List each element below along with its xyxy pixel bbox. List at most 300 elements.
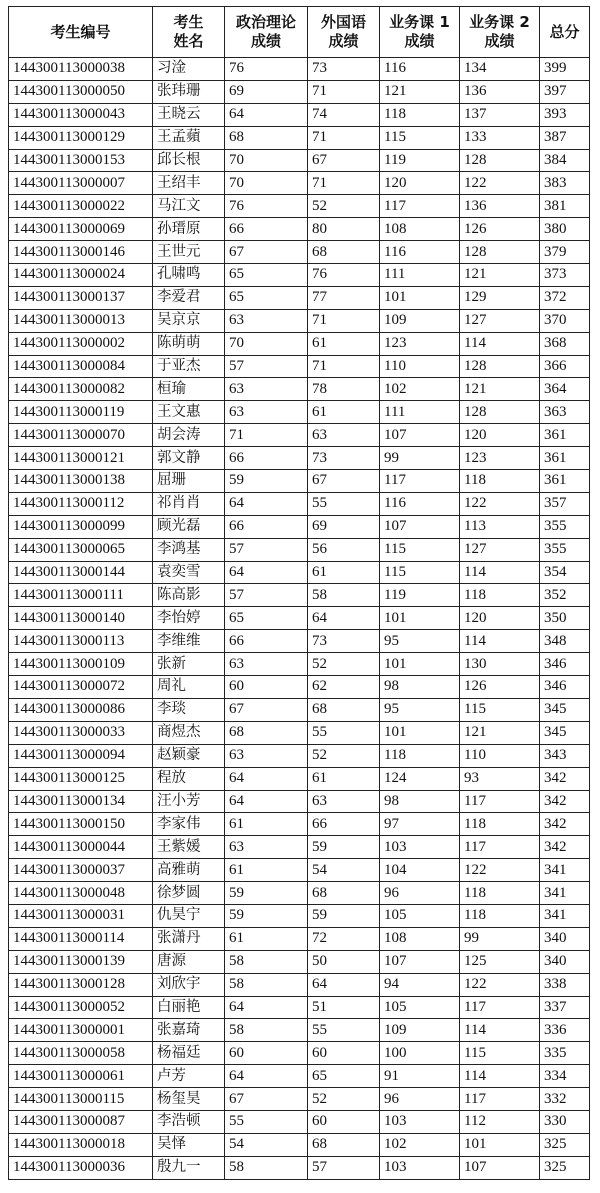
foreign-language-score-cell: 78 xyxy=(308,378,380,401)
subject-2-score-cell: 121 xyxy=(460,721,540,744)
politics-score-cell: 71 xyxy=(225,424,308,447)
foreign-language-score-cell: 55 xyxy=(308,492,380,515)
table-row xyxy=(9,561,590,584)
politics-score-cell: 61 xyxy=(225,859,308,882)
candidate-id-cell: 144300113000138 xyxy=(9,470,153,493)
subject-2-score-cell: 128 xyxy=(460,401,540,424)
table-row xyxy=(9,1156,590,1179)
subject-1-score-cell: 103 xyxy=(380,1110,460,1133)
subject-1-score-cell: 99 xyxy=(380,447,460,470)
candidate-id-cell: 144300113000050 xyxy=(9,80,153,103)
politics-score-cell: 65 xyxy=(225,286,308,309)
politics-score-cell: 58 xyxy=(225,1156,308,1179)
subject-2-score-cell: 117 xyxy=(460,996,540,1019)
politics-score-cell: 58 xyxy=(225,1019,308,1042)
politics-score-cell: 58 xyxy=(225,950,308,973)
table-row xyxy=(9,813,590,836)
name-cell: 李维维 xyxy=(153,630,225,653)
candidate-id-cell: 144300113000084 xyxy=(9,355,153,378)
name-cell: 袁奕雪 xyxy=(153,561,225,584)
table-row xyxy=(9,584,590,607)
candidate-id-cell: 144300113000022 xyxy=(9,195,153,218)
politics-score-cell: 63 xyxy=(225,653,308,676)
total-score-cell: 330 xyxy=(540,1110,590,1133)
candidate-id-cell: 144300113000043 xyxy=(9,103,153,126)
table-row xyxy=(9,401,590,424)
subject-2-score-cell: 126 xyxy=(460,676,540,699)
subject-1-score-cell: 116 xyxy=(380,241,460,264)
candidate-id-cell: 144300113000119 xyxy=(9,401,153,424)
table-row xyxy=(9,1133,590,1156)
subject-2-score-cell: 128 xyxy=(460,355,540,378)
subject-1-score-cell: 91 xyxy=(380,1065,460,1088)
name-cell: 孔啸鸣 xyxy=(153,264,225,287)
candidate-id-cell: 144300113000150 xyxy=(9,813,153,836)
total-score-cell: 345 xyxy=(540,698,590,721)
subject-2-score-cell: 120 xyxy=(460,424,540,447)
total-score-cell: 380 xyxy=(540,218,590,241)
table-row xyxy=(9,653,590,676)
foreign-language-score-cell: 66 xyxy=(308,813,380,836)
politics-score-cell: 66 xyxy=(225,630,308,653)
candidate-id-cell: 144300113000139 xyxy=(9,950,153,973)
subject-1-score-cell: 107 xyxy=(380,515,460,538)
total-score-cell: 336 xyxy=(540,1019,590,1042)
name-cell: 杨福廷 xyxy=(153,1042,225,1065)
politics-score-cell: 61 xyxy=(225,927,308,950)
foreign-language-score-cell: 73 xyxy=(308,630,380,653)
table-row xyxy=(9,836,590,859)
candidate-id-cell: 144300113000086 xyxy=(9,698,153,721)
name-cell: 王世元 xyxy=(153,241,225,264)
table-row xyxy=(9,447,590,470)
total-score-cell: 342 xyxy=(540,813,590,836)
total-score-cell: 341 xyxy=(540,882,590,905)
politics-score-cell: 63 xyxy=(225,309,308,332)
candidate-id-cell: 144300113000128 xyxy=(9,973,153,996)
total-score-cell: 357 xyxy=(540,492,590,515)
table-row xyxy=(9,1019,590,1042)
subject-1-score-cell: 105 xyxy=(380,996,460,1019)
politics-score-cell: 63 xyxy=(225,836,308,859)
total-score-cell: 335 xyxy=(540,1042,590,1065)
candidate-id-cell: 144300113000001 xyxy=(9,1019,153,1042)
politics-score-cell: 64 xyxy=(225,561,308,584)
total-score-cell: 368 xyxy=(540,332,590,355)
table-row xyxy=(9,744,590,767)
candidate-id-cell: 144300113000146 xyxy=(9,241,153,264)
total-score-cell: 397 xyxy=(540,80,590,103)
politics-score-cell: 63 xyxy=(225,378,308,401)
politics-score-cell: 55 xyxy=(225,1110,308,1133)
candidate-id-cell: 144300113000007 xyxy=(9,172,153,195)
politics-score-cell: 68 xyxy=(225,126,308,149)
subject-1-score-cell: 109 xyxy=(380,1019,460,1042)
foreign-language-score-cell: 60 xyxy=(308,1042,380,1065)
subject-1-score-cell: 110 xyxy=(380,355,460,378)
table-row xyxy=(9,996,590,1019)
candidate-id-cell: 144300113000013 xyxy=(9,309,153,332)
name-cell: 王晓云 xyxy=(153,103,225,126)
name-cell: 李家伟 xyxy=(153,813,225,836)
subject-1-score-cell: 101 xyxy=(380,721,460,744)
candidate-id-cell: 144300113000125 xyxy=(9,767,153,790)
foreign-language-score-cell: 68 xyxy=(308,882,380,905)
candidate-id-cell: 144300113000031 xyxy=(9,904,153,927)
subject-1-score-cell: 116 xyxy=(380,492,460,515)
subject-1-score-cell: 117 xyxy=(380,195,460,218)
table-row xyxy=(9,676,590,699)
politics-score-cell: 67 xyxy=(225,1088,308,1111)
name-cell: 程放 xyxy=(153,767,225,790)
total-score-cell: 370 xyxy=(540,309,590,332)
foreign-language-score-cell: 68 xyxy=(308,241,380,264)
name-cell: 张新 xyxy=(153,653,225,676)
name-cell: 李怡婷 xyxy=(153,607,225,630)
name-cell: 卢芳 xyxy=(153,1065,225,1088)
name-cell: 孙瑨原 xyxy=(153,218,225,241)
subject-1-score-cell: 105 xyxy=(380,904,460,927)
subject-1-score-cell: 101 xyxy=(380,653,460,676)
foreign-language-score-cell: 62 xyxy=(308,676,380,699)
politics-score-cell: 64 xyxy=(225,103,308,126)
subject-2-score-cell: 114 xyxy=(460,1065,540,1088)
total-score-cell: 346 xyxy=(540,676,590,699)
name-cell: 祁肖肖 xyxy=(153,492,225,515)
foreign-language-score-cell: 57 xyxy=(308,1156,380,1179)
total-score-cell: 399 xyxy=(540,58,590,81)
name-cell: 唐源 xyxy=(153,950,225,973)
subject-1-score-cell: 116 xyxy=(380,58,460,81)
name-cell: 张玮珊 xyxy=(153,80,225,103)
foreign-language-score-cell: 71 xyxy=(308,355,380,378)
name-cell: 桓瑜 xyxy=(153,378,225,401)
subject-1-score-cell: 96 xyxy=(380,882,460,905)
candidate-id-cell: 144300113000137 xyxy=(9,286,153,309)
table-row xyxy=(9,1065,590,1088)
total-score-cell: 352 xyxy=(540,584,590,607)
subject-2-score-cell: 122 xyxy=(460,492,540,515)
subject-1-score-cell: 115 xyxy=(380,561,460,584)
politics-score-cell: 70 xyxy=(225,332,308,355)
politics-score-cell: 61 xyxy=(225,813,308,836)
subject-1-score-cell: 124 xyxy=(380,767,460,790)
name-cell: 李浩顿 xyxy=(153,1110,225,1133)
name-cell: 徐梦圆 xyxy=(153,882,225,905)
total-score-cell: 354 xyxy=(540,561,590,584)
candidate-id-cell: 144300113000153 xyxy=(9,149,153,172)
subject-2-score-cell: 101 xyxy=(460,1133,540,1156)
subject-2-score-cell: 118 xyxy=(460,813,540,836)
subject-2-score-cell: 130 xyxy=(460,653,540,676)
table-row xyxy=(9,80,590,103)
table-row xyxy=(9,882,590,905)
foreign-language-score-cell: 58 xyxy=(308,584,380,607)
table-row xyxy=(9,721,590,744)
politics-score-cell: 57 xyxy=(225,584,308,607)
candidate-id-cell: 144300113000072 xyxy=(9,676,153,699)
subject-2-score-cell: 112 xyxy=(460,1110,540,1133)
total-score-cell: 341 xyxy=(540,859,590,882)
subject-2-score-cell: 110 xyxy=(460,744,540,767)
name-cell: 白丽艳 xyxy=(153,996,225,1019)
subject-2-score-cell: 118 xyxy=(460,470,540,493)
total-score-cell: 325 xyxy=(540,1156,590,1179)
candidate-id-cell: 144300113000058 xyxy=(9,1042,153,1065)
candidate-id-cell: 144300113000112 xyxy=(9,492,153,515)
total-score-cell: 338 xyxy=(540,973,590,996)
subject-2-score-cell: 115 xyxy=(460,1042,540,1065)
header-politics-score: 政治理论 成绩 xyxy=(225,7,308,58)
candidate-id-cell: 144300113000036 xyxy=(9,1156,153,1179)
foreign-language-score-cell: 61 xyxy=(308,332,380,355)
name-cell: 王绍丰 xyxy=(153,172,225,195)
candidate-id-cell: 144300113000052 xyxy=(9,996,153,1019)
total-score-cell: 361 xyxy=(540,447,590,470)
subject-1-score-cell: 103 xyxy=(380,836,460,859)
subject-1-score-cell: 107 xyxy=(380,950,460,973)
foreign-language-score-cell: 65 xyxy=(308,1065,380,1088)
table-row xyxy=(9,515,590,538)
subject-2-score-cell: 113 xyxy=(460,515,540,538)
politics-score-cell: 59 xyxy=(225,882,308,905)
table-row xyxy=(9,1088,590,1111)
subject-1-score-cell: 109 xyxy=(380,309,460,332)
subject-1-score-cell: 97 xyxy=(380,813,460,836)
candidate-id-cell: 144300113000018 xyxy=(9,1133,153,1156)
subject-2-score-cell: 99 xyxy=(460,927,540,950)
name-cell: 王紫媛 xyxy=(153,836,225,859)
name-cell: 屈珊 xyxy=(153,470,225,493)
name-cell: 杨玺昊 xyxy=(153,1088,225,1111)
total-score-cell: 387 xyxy=(540,126,590,149)
total-score-cell: 381 xyxy=(540,195,590,218)
politics-score-cell: 76 xyxy=(225,58,308,81)
foreign-language-score-cell: 60 xyxy=(308,1110,380,1133)
subject-1-score-cell: 117 xyxy=(380,470,460,493)
subject-2-score-cell: 127 xyxy=(460,309,540,332)
header-candidate-name: 考生 姓名 xyxy=(153,7,225,58)
subject-1-score-cell: 118 xyxy=(380,744,460,767)
candidate-id-cell: 144300113000037 xyxy=(9,859,153,882)
subject-2-score-cell: 121 xyxy=(460,378,540,401)
total-score-cell: 361 xyxy=(540,470,590,493)
name-cell: 顾光磊 xyxy=(153,515,225,538)
total-score-cell: 337 xyxy=(540,996,590,1019)
subject-1-score-cell: 95 xyxy=(380,698,460,721)
foreign-language-score-cell: 71 xyxy=(308,126,380,149)
table-row xyxy=(9,424,590,447)
subject-1-score-cell: 102 xyxy=(380,1133,460,1156)
foreign-language-score-cell: 77 xyxy=(308,286,380,309)
name-cell: 李琰 xyxy=(153,698,225,721)
table-body xyxy=(9,58,590,1180)
subject-1-score-cell: 101 xyxy=(380,286,460,309)
table-row xyxy=(9,767,590,790)
candidate-id-cell: 144300113000121 xyxy=(9,447,153,470)
subject-1-score-cell: 121 xyxy=(380,80,460,103)
subject-2-score-cell: 121 xyxy=(460,264,540,287)
total-score-cell: 361 xyxy=(540,424,590,447)
candidate-id-cell: 144300113000033 xyxy=(9,721,153,744)
name-cell: 殷九一 xyxy=(153,1156,225,1179)
table-row xyxy=(9,859,590,882)
foreign-language-score-cell: 61 xyxy=(308,401,380,424)
total-score-cell: 334 xyxy=(540,1065,590,1088)
table-row xyxy=(9,470,590,493)
subject-1-score-cell: 119 xyxy=(380,149,460,172)
candidate-id-cell: 144300113000082 xyxy=(9,378,153,401)
subject-2-score-cell: 136 xyxy=(460,195,540,218)
politics-score-cell: 54 xyxy=(225,1133,308,1156)
foreign-language-score-cell: 73 xyxy=(308,58,380,81)
politics-score-cell: 67 xyxy=(225,241,308,264)
total-score-cell: 342 xyxy=(540,836,590,859)
foreign-language-score-cell: 54 xyxy=(308,859,380,882)
total-score-cell: 393 xyxy=(540,103,590,126)
subject-1-score-cell: 98 xyxy=(380,790,460,813)
subject-1-score-cell: 102 xyxy=(380,378,460,401)
subject-2-score-cell: 122 xyxy=(460,973,540,996)
subject-2-score-cell: 107 xyxy=(460,1156,540,1179)
subject-2-score-cell: 127 xyxy=(460,538,540,561)
subject-1-score-cell: 111 xyxy=(380,401,460,424)
candidate-id-cell: 144300113000113 xyxy=(9,630,153,653)
foreign-language-score-cell: 73 xyxy=(308,447,380,470)
total-score-cell: 325 xyxy=(540,1133,590,1156)
subject-2-score-cell: 133 xyxy=(460,126,540,149)
politics-score-cell: 57 xyxy=(225,538,308,561)
total-score-cell: 341 xyxy=(540,904,590,927)
total-score-cell: 343 xyxy=(540,744,590,767)
name-cell: 于亚杰 xyxy=(153,355,225,378)
total-score-cell: 355 xyxy=(540,538,590,561)
politics-score-cell: 65 xyxy=(225,607,308,630)
subject-2-score-cell: 126 xyxy=(460,218,540,241)
subject-2-score-cell: 114 xyxy=(460,630,540,653)
table-row xyxy=(9,241,590,264)
table-row xyxy=(9,492,590,515)
candidate-id-cell: 144300113000069 xyxy=(9,218,153,241)
subject-2-score-cell: 136 xyxy=(460,80,540,103)
subject-2-score-cell: 122 xyxy=(460,859,540,882)
foreign-language-score-cell: 61 xyxy=(308,767,380,790)
name-cell: 郭文静 xyxy=(153,447,225,470)
subject-2-score-cell: 117 xyxy=(460,1088,540,1111)
politics-score-cell: 70 xyxy=(225,149,308,172)
subject-1-score-cell: 100 xyxy=(380,1042,460,1065)
subject-1-score-cell: 111 xyxy=(380,264,460,287)
candidate-id-cell: 144300113000065 xyxy=(9,538,153,561)
foreign-language-score-cell: 64 xyxy=(308,973,380,996)
table-row xyxy=(9,218,590,241)
name-cell: 刘欣宇 xyxy=(153,973,225,996)
total-score-cell: 383 xyxy=(540,172,590,195)
total-score-cell: 342 xyxy=(540,790,590,813)
subject-1-score-cell: 94 xyxy=(380,973,460,996)
politics-score-cell: 63 xyxy=(225,401,308,424)
politics-score-cell: 57 xyxy=(225,355,308,378)
foreign-language-score-cell: 69 xyxy=(308,515,380,538)
candidate-id-cell: 144300113000024 xyxy=(9,264,153,287)
foreign-language-score-cell: 67 xyxy=(308,149,380,172)
subject-2-score-cell: 114 xyxy=(460,1019,540,1042)
name-cell: 赵颖豪 xyxy=(153,744,225,767)
candidate-id-cell: 144300113000094 xyxy=(9,744,153,767)
subject-1-score-cell: 95 xyxy=(380,630,460,653)
foreign-language-score-cell: 67 xyxy=(308,470,380,493)
subject-2-score-cell: 125 xyxy=(460,950,540,973)
table-row xyxy=(9,332,590,355)
candidate-id-cell: 144300113000144 xyxy=(9,561,153,584)
name-cell: 周礼 xyxy=(153,676,225,699)
table-row xyxy=(9,904,590,927)
total-score-cell: 342 xyxy=(540,767,590,790)
header-candidate-id: 考生编号 xyxy=(9,7,153,58)
foreign-language-score-cell: 71 xyxy=(308,172,380,195)
foreign-language-score-cell: 68 xyxy=(308,1133,380,1156)
candidate-id-cell: 144300113000061 xyxy=(9,1065,153,1088)
candidate-id-cell: 144300113000134 xyxy=(9,790,153,813)
foreign-language-score-cell: 59 xyxy=(308,904,380,927)
subject-2-score-cell: 93 xyxy=(460,767,540,790)
table-row xyxy=(9,607,590,630)
politics-score-cell: 67 xyxy=(225,698,308,721)
foreign-language-score-cell: 52 xyxy=(308,744,380,767)
score-table xyxy=(8,6,590,1180)
total-score-cell: 355 xyxy=(540,515,590,538)
table-row xyxy=(9,790,590,813)
politics-score-cell: 59 xyxy=(225,470,308,493)
subject-2-score-cell: 118 xyxy=(460,882,540,905)
table-row xyxy=(9,698,590,721)
table-row xyxy=(9,950,590,973)
table-row xyxy=(9,538,590,561)
name-cell: 吴怿 xyxy=(153,1133,225,1156)
table-row xyxy=(9,195,590,218)
name-cell: 仇昊宁 xyxy=(153,904,225,927)
table-row xyxy=(9,1110,590,1133)
subject-1-score-cell: 96 xyxy=(380,1088,460,1111)
table-row xyxy=(9,126,590,149)
candidate-id-cell: 144300113000002 xyxy=(9,332,153,355)
table-row xyxy=(9,172,590,195)
subject-2-score-cell: 128 xyxy=(460,149,540,172)
foreign-language-score-cell: 80 xyxy=(308,218,380,241)
politics-score-cell: 65 xyxy=(225,264,308,287)
total-score-cell: 346 xyxy=(540,653,590,676)
total-score-cell: 332 xyxy=(540,1088,590,1111)
subject-2-score-cell: 122 xyxy=(460,172,540,195)
politics-score-cell: 64 xyxy=(225,492,308,515)
politics-score-cell: 63 xyxy=(225,744,308,767)
total-score-cell: 363 xyxy=(540,401,590,424)
name-cell: 陈萌萌 xyxy=(153,332,225,355)
total-score-cell: 350 xyxy=(540,607,590,630)
table-row xyxy=(9,58,590,81)
subject-1-score-cell: 115 xyxy=(380,126,460,149)
subject-1-score-cell: 103 xyxy=(380,1156,460,1179)
foreign-language-score-cell: 71 xyxy=(308,309,380,332)
name-cell: 王文惠 xyxy=(153,401,225,424)
total-score-cell: 373 xyxy=(540,264,590,287)
total-score-cell: 345 xyxy=(540,721,590,744)
table-row xyxy=(9,103,590,126)
subject-1-score-cell: 101 xyxy=(380,607,460,630)
table-row xyxy=(9,927,590,950)
candidate-id-cell: 144300113000099 xyxy=(9,515,153,538)
total-score-cell: 379 xyxy=(540,241,590,264)
